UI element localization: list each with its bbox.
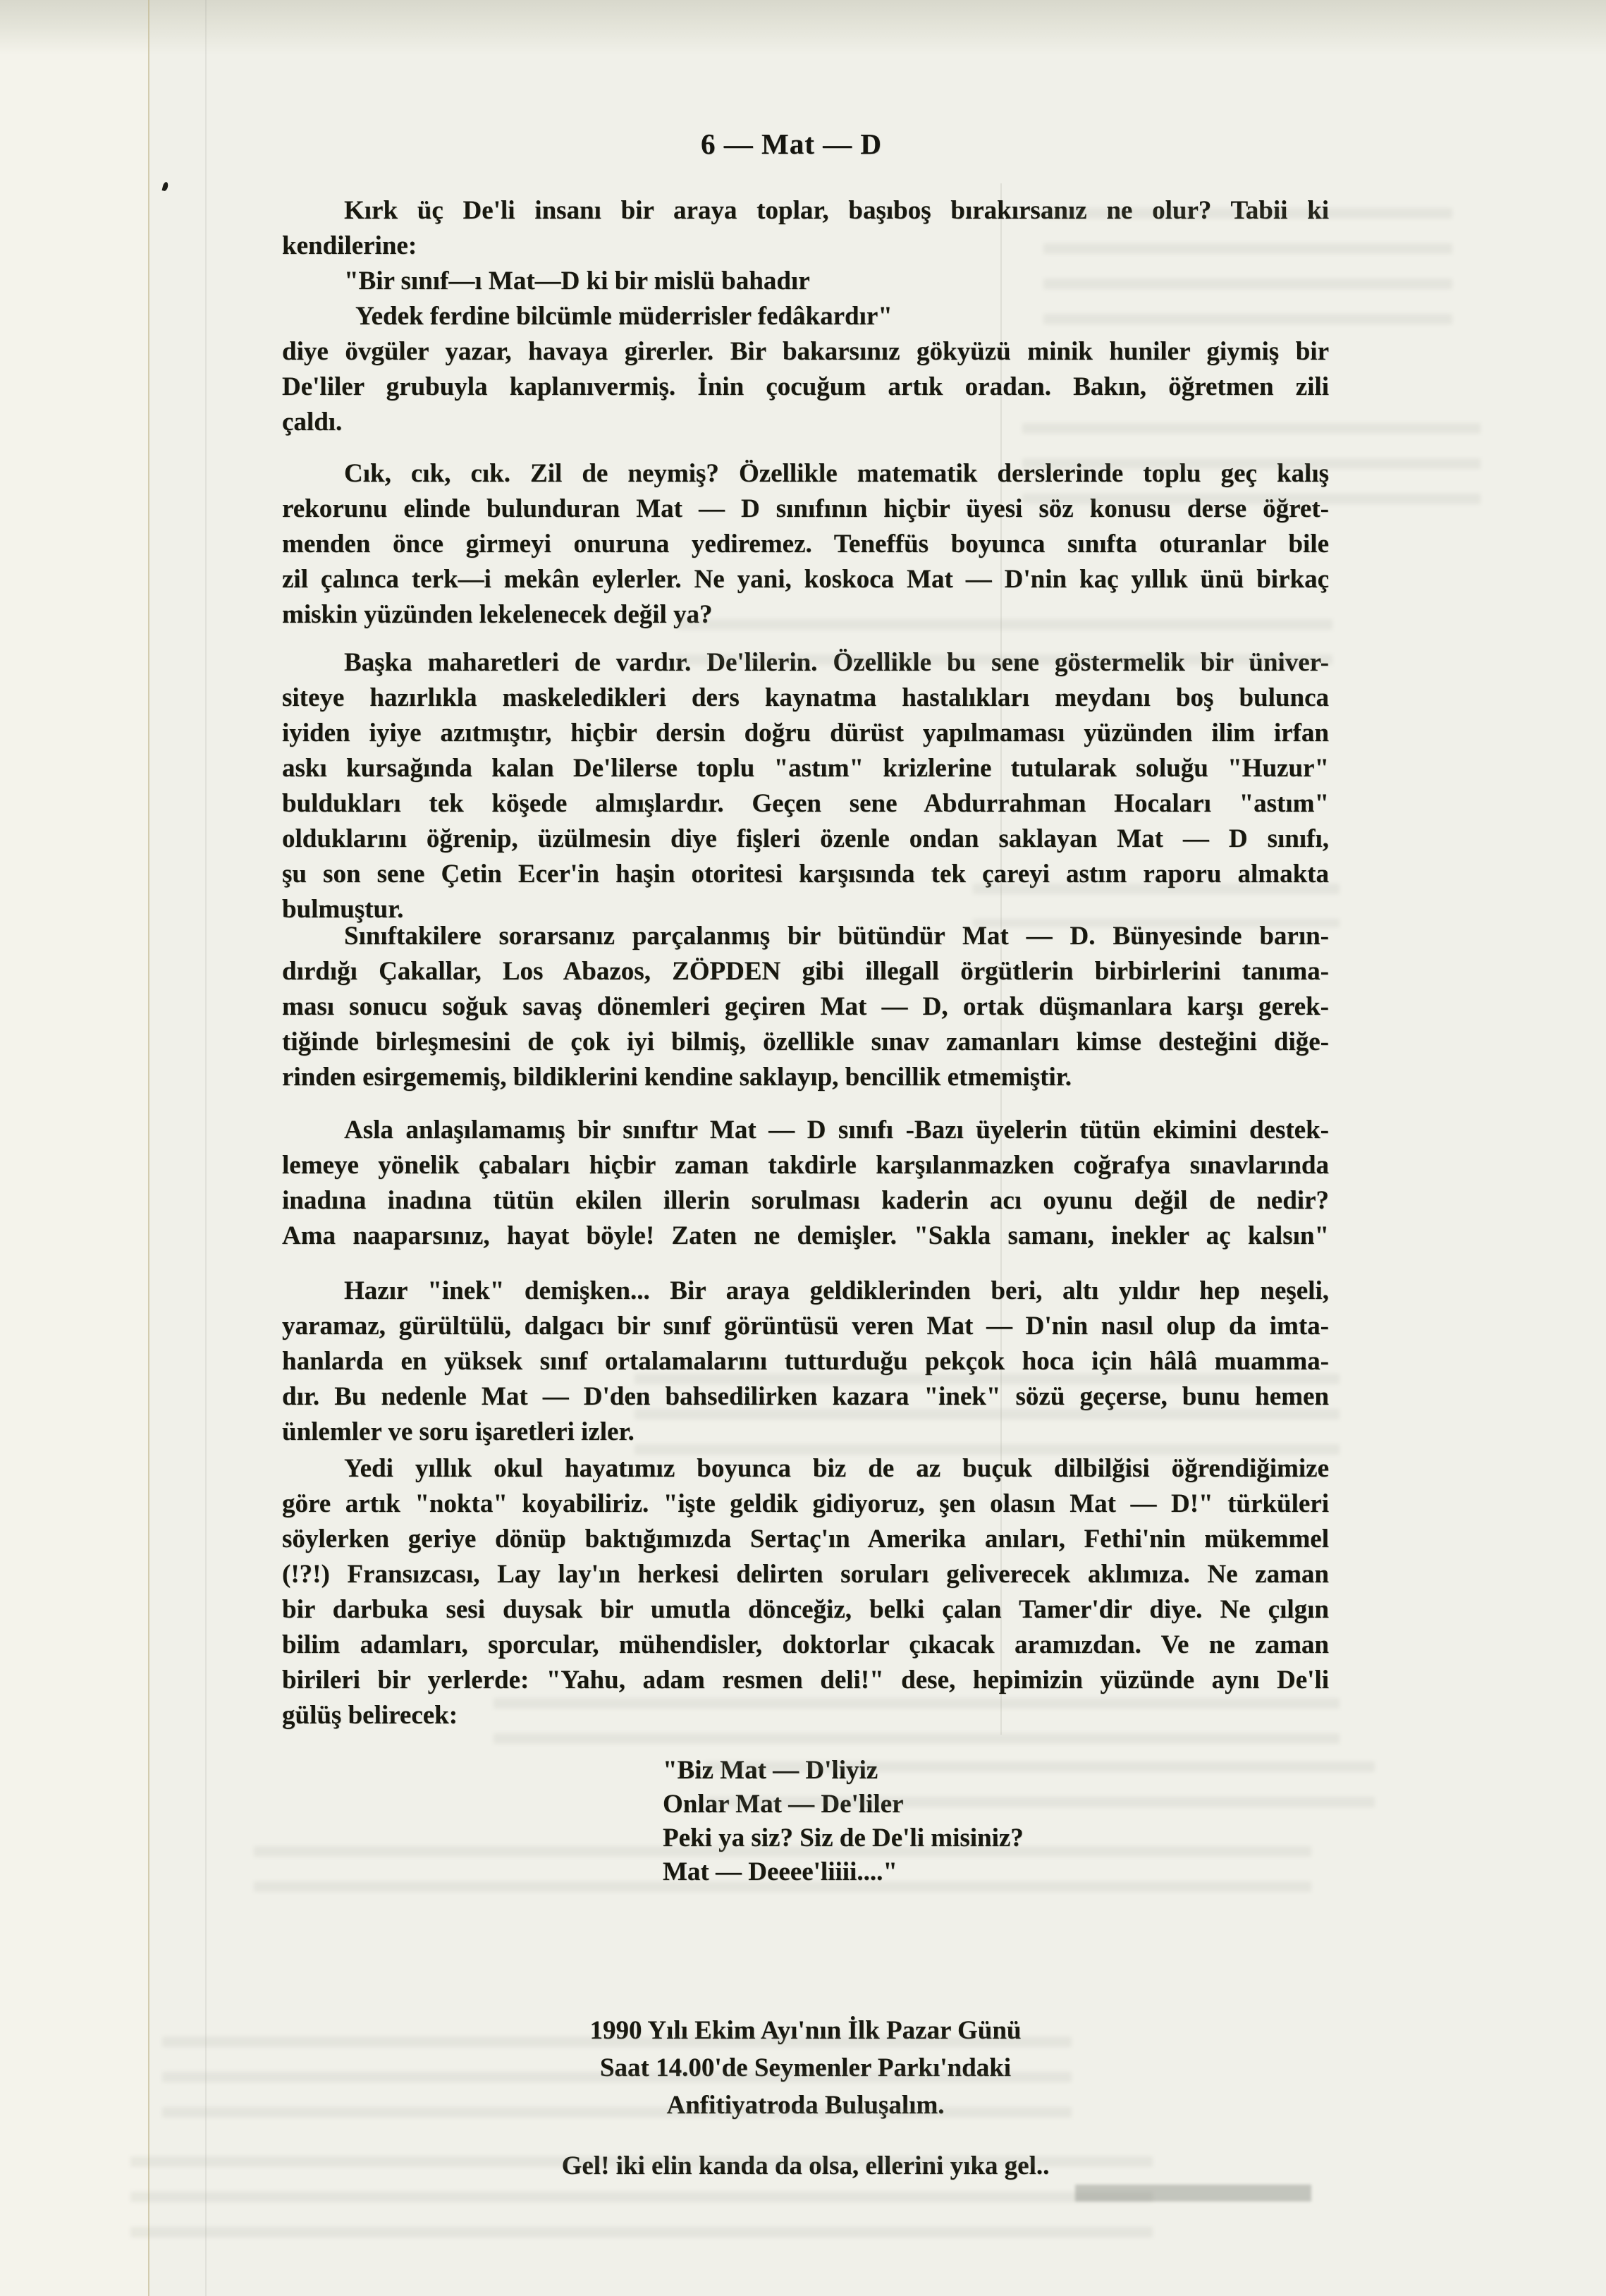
bleed-through-artifact — [635, 1374, 1340, 1460]
text-line: siteye hazırlıkla maskeledikleri ders kaynatma hastalıkları meydanı boş bulunca — [282, 683, 1329, 712]
text-line: Hazır "inek" demişken... Bir araya geldiklerinden beri, altı yıldır hep neşeli, — [344, 1276, 1329, 1305]
page-fold-line — [148, 0, 149, 2296]
bleed-through-artifact — [677, 619, 1332, 668]
verse-line: Mat — Deeee'liiii...." — [663, 1857, 897, 1886]
text-line: iyiden iyiye azıtmıştır, hiçbir dersin doğru dürüst yapılmaması yüzünden ilim irfan — [282, 719, 1329, 747]
paragraph — [282, 919, 1329, 1095]
text-line: Başka maharetleri de vardır. De'lilerin. Özellikle bu sene göstermelik bir üniver- — [344, 648, 1329, 677]
page-left-margin — [0, 0, 148, 2296]
bleed-through-artifact — [130, 2156, 1153, 2237]
text-line: miskin yüzünden lekelenecek değil ya? — [282, 600, 713, 629]
text-line: (!?!) Fransızcası, Lay lay'ın herkesi delirten soruları geliverecek aklımıza. Ne zaman — [282, 1560, 1329, 1589]
text-line: Yedi yıllık okul hayatımız boyunca biz de az buçuk dilbilğisi öğrendiğimize — [344, 1454, 1329, 1483]
text-line: Ama naaparsınız, hayat böyle! Zaten ne demişler. "Sakla samanı, inekler aç kalsın" — [282, 1221, 1329, 1250]
text-line: menden önce girmeyi onuruna yediremez. Teneffüs boyunca sınıfta oturanlar bile — [282, 530, 1329, 558]
text-line: birileri bir yerlerde: "Yahu, adam resmen deli!" dese, hepimizin yüzünde aynı De'li — [282, 1666, 1329, 1694]
text-line: olduklarını öğrenip, üzülmesin diye fişleri özenle ondan saklayan Mat — D sınıfı, — [282, 824, 1329, 853]
text-line: askı kursağında kalan De'lilerse toplu "astım" krizlerine tutularak soluğu "Huzur" — [282, 754, 1329, 783]
announcement-line: 1990 Yılı Ekim Ayı'nın İlk Pazar Günü — [589, 2016, 1022, 2045]
bleed-through-artifact — [254, 1846, 1311, 1893]
bleed-through-artifact — [1022, 423, 1481, 504]
text-line: rekorunu elinde bulunduran Mat — D sınıfının hiçbir üyesi söz konusu derse öğret- — [282, 494, 1329, 523]
verse-line: Peki ya siz? Siz de De'li misiniz? — [663, 1824, 1024, 1852]
text-line: şu son sene Çetin Ecer'in haşin otoritesi karşısında tek çareyi astım raporu almakta — [282, 860, 1329, 889]
text-line: ması sonucu soğuk savaş dönemleri geçiren Mat — D, ortak düşmanlara karşı gerek- — [282, 992, 1329, 1021]
text-line: Cık, cık, cık. Zil de neymiş? Özellikle matematik derslerinde toplu geç kalış — [344, 459, 1329, 488]
bleed-through-artifact — [1043, 208, 1452, 328]
bleed-through-artifact — [705, 1761, 1375, 1811]
text-line: Sınıftakilere sorarsanız parçalanmış bir bütündür Mat — D. Bünyesinde barın- — [344, 922, 1329, 951]
text-line: yaramaz, gürültülü, dalgacı bir sınıf görüntüsü veren Mat — D'nin nasıl olup da imta- — [282, 1312, 1329, 1341]
closing-line: Gel! iki elin kanda da olsa, ellerini yıka gel.. — [561, 2151, 1050, 2180]
text-line: lemeye yönelik çabaları hiçbir zaman takdirle karşılanmazken coğrafya sınavlarında — [282, 1151, 1329, 1180]
paragraph — [282, 1113, 1329, 1254]
scan-edge-shadow — [0, 0, 1606, 55]
verse-line: Onlar Mat — De'liler — [663, 1790, 904, 1819]
text-line: söylerken geriye dönüp baktığımızda Sertaç'ın Amerika anıları, Fethi'nin mükemmel — [282, 1525, 1329, 1553]
text-line: bulmuştur. — [282, 895, 404, 924]
page-header: 6 — Mat — D — [701, 128, 882, 160]
text-line: zil çalınca terk—i mekân eylerler. Ne yani, koskoca Mat — D'nin kaç yıllık ünü birkaç — [282, 565, 1329, 594]
ink-speck — [162, 181, 169, 191]
text-line: Kırk üç De'li insanı bir araya toplar, başıboş bırakırsanız ne olur? Tabii ki — [344, 196, 1329, 225]
text-line: dırdığı Çakallar, Los Abazos, ZÖPDEN gibi illegall örgütlerin birbirlerini tanıma- — [282, 957, 1329, 986]
text-line: Yedek ferdine bilcümle müderrisler fedâkardır" — [355, 302, 893, 331]
text-line: bilim adamları, sporcular, mühendisler, doktorlar çıkacak aramızdan. Ve ne zaman — [282, 1630, 1329, 1659]
text-line: dır. Bu nedenle Mat — D'den bahsedilirken kazara "inek" sözü geçerse, bunu hemen — [282, 1382, 1329, 1411]
text-line: inadına inadına tütün ekilen illerin sorulması kaderin acı oyunu değil de nedir? — [282, 1186, 1329, 1215]
text-line: ünlemler ve soru işaretleri izler. — [282, 1417, 635, 1446]
bleed-through-artifact — [494, 1698, 1340, 1749]
page-fold-line-faint — [205, 0, 207, 2296]
text-line: Asla anlaşılamamış bir sınıftır Mat — D sınıfı -Bazı üyelerin tütün ekimini destek- — [344, 1116, 1329, 1144]
text-line: göre artık "nokta" koyabiliriz. "işte geldik gidiyoruz, şen olasın Mat — D!" türküleri — [282, 1489, 1329, 1518]
text-line: tiğinde birleşmesini de çok iyi bilmiş, özellikle sınav zamanları kimse desteğini diğe- — [282, 1027, 1329, 1056]
text-line: kendilerine: — [282, 231, 417, 260]
paragraph — [282, 1451, 1329, 1733]
bleed-through-artifact — [162, 2037, 1072, 2132]
text-line: buldukları tek köşede almışlardır. Geçen sene Abdurrahman Hocaları "astım" — [282, 789, 1329, 818]
bleed-through-artifact — [973, 884, 1340, 927]
verse-line: "Biz Mat — D'liyiz — [663, 1756, 878, 1785]
text-line: hanlarda en yüksek sınıf ortalamalarını tutturduğu pekçok hoca için hâlâ muamma- — [282, 1347, 1329, 1376]
text-line: gülüş belirecek: — [282, 1701, 458, 1730]
text-line: çaldı. — [282, 408, 343, 436]
text-line: diye övgüler yazar, havaya girerler. Bir bakarsınız gökyüzü minik huniler giymiş bir — [282, 337, 1329, 366]
text-line: De'liler grubuyla kaplanıvermiş. İnin çocuğum artık oradan. Bakın, öğretmen zili — [282, 372, 1329, 401]
announcement-line: Saat 14.00'de Seymenler Parkı'ndaki — [599, 2053, 1012, 2082]
text-line: bir darbuka sesi duysak bir umutla dönceğiz, belki çalan Tamer'dir diye. Ne çılgın — [282, 1595, 1329, 1624]
text-line: "Bir sınıf—ı Mat—D ki bir mislü bahadır — [344, 267, 810, 295]
bleed-through-smudge — [1075, 2185, 1311, 2202]
announcement-line: Anfitiyatroda Buluşalım. — [666, 2091, 945, 2120]
text-line: rinden esirgememiş, bildiklerini kendine saklayıp, bencillik etmemiştir. — [282, 1063, 1072, 1092]
